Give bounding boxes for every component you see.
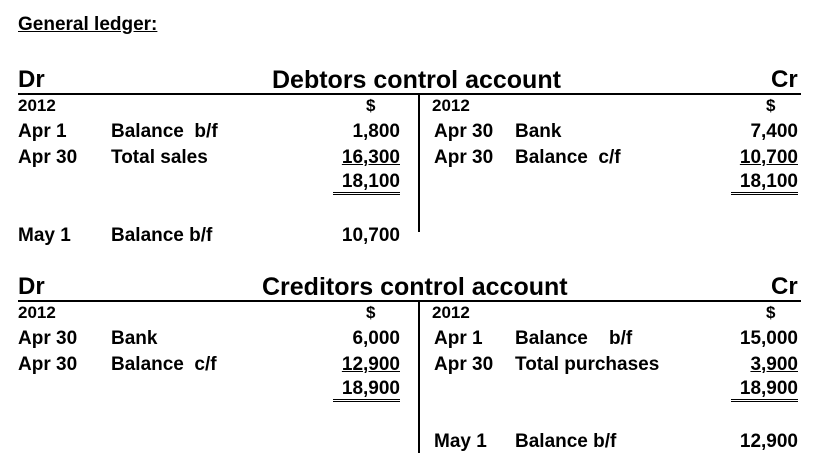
debit-currency: $ xyxy=(366,303,376,322)
debit-row-desc: Total sales xyxy=(111,147,208,168)
account-title: Creditors control account xyxy=(262,273,568,301)
brought-down-desc: Balance b/f xyxy=(515,431,617,452)
credit-row-desc: Bank xyxy=(515,121,562,142)
credit-total: 18,100 xyxy=(731,172,798,195)
credit-row-amount: 7,400 xyxy=(750,121,798,142)
debit-row-date: Apr 30 xyxy=(18,147,78,168)
t-account-divider xyxy=(418,94,420,232)
debit-row-amount: 16,300 xyxy=(341,147,400,168)
brought-down-date: May 1 xyxy=(434,431,487,452)
header-rule xyxy=(18,93,801,95)
credit-row-desc: Balance c/f xyxy=(515,147,621,168)
credit-row-amount: 3,900 xyxy=(750,354,798,375)
credit-row-amount: 10,700 xyxy=(739,147,798,168)
credit-year: 2012 xyxy=(432,303,470,322)
debit-year: 2012 xyxy=(18,96,56,115)
dr-label: Dr xyxy=(18,66,45,93)
debit-row-date: Apr 1 xyxy=(18,121,67,142)
credit-year: 2012 xyxy=(432,96,470,115)
credit-row-date: Apr 1 xyxy=(434,328,483,349)
credit-currency: $ xyxy=(766,96,776,115)
general-ledger-heading: General ledger: xyxy=(18,14,158,35)
header-rule xyxy=(18,300,801,302)
credit-row-amount: 15,000 xyxy=(739,328,798,349)
credit-row-date: Apr 30 xyxy=(434,147,494,168)
dr-label: Dr xyxy=(18,273,45,300)
debit-row-date: Apr 30 xyxy=(18,328,78,349)
debit-total: 18,900 xyxy=(333,379,400,402)
debit-row-desc: Balance c/f xyxy=(111,354,217,375)
brought-down-amount: 12,900 xyxy=(739,431,798,452)
debit-row-amount: 6,000 xyxy=(352,328,400,349)
credit-row-date: Apr 30 xyxy=(434,354,494,375)
credit-row-desc: Balance b/f xyxy=(515,328,633,349)
debit-currency: $ xyxy=(366,96,376,115)
debit-total: 18,100 xyxy=(333,172,400,195)
credit-currency: $ xyxy=(766,303,776,322)
debit-row-amount: 12,900 xyxy=(341,354,400,375)
debit-year: 2012 xyxy=(18,303,56,322)
credit-row-date: Apr 30 xyxy=(434,121,494,142)
debit-row-desc: Bank xyxy=(111,328,158,349)
credit-total: 18,900 xyxy=(731,379,798,402)
cr-label: Cr xyxy=(771,273,798,300)
debit-row-desc: Balance b/f xyxy=(111,121,218,142)
brought-down-desc: Balance b/f xyxy=(111,225,213,246)
t-account-divider xyxy=(418,301,420,453)
brought-down-amount: 10,700 xyxy=(341,225,400,246)
brought-down-date: May 1 xyxy=(18,225,71,246)
debit-row-date: Apr 30 xyxy=(18,354,78,375)
cr-label: Cr xyxy=(771,66,798,93)
credit-row-desc: Total purchases xyxy=(515,354,660,375)
account-title: Debtors control account xyxy=(272,66,561,94)
debit-row-amount: 1,800 xyxy=(352,121,400,142)
